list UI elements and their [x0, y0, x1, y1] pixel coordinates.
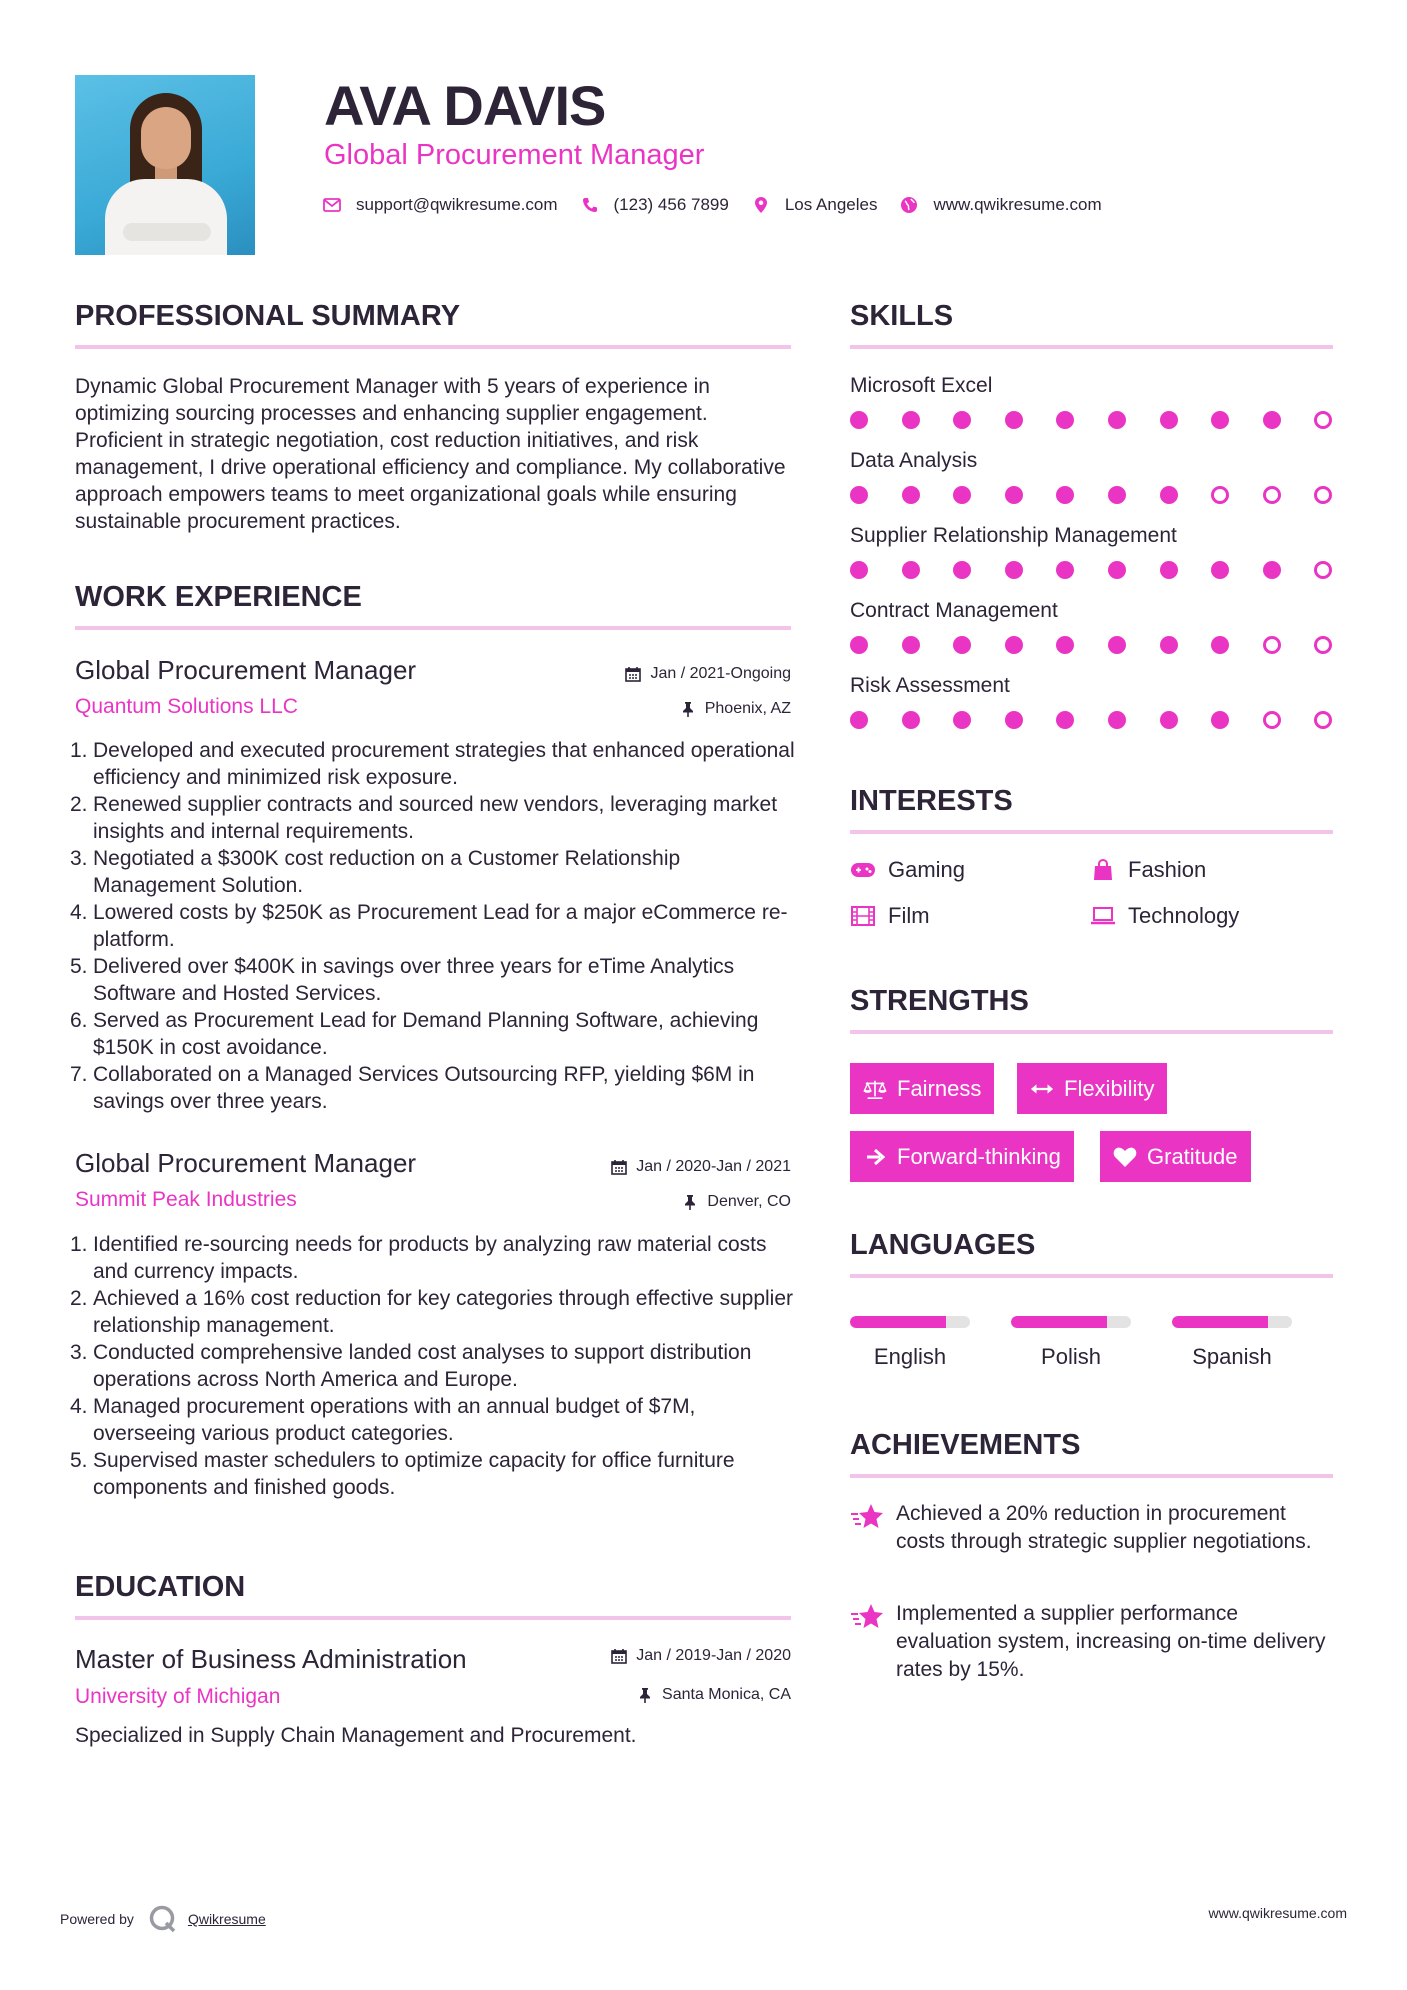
- globe-icon: [899, 195, 919, 215]
- calendar-icon: [624, 665, 642, 683]
- education-divider: [75, 1616, 791, 1620]
- interest-technology: [1090, 903, 1239, 929]
- language-item: [850, 1316, 970, 1370]
- strength-tag-gratitude: [1100, 1131, 1251, 1182]
- list-item: 5. Delivered over $400K in savings over three years for eTime Analytics Software and Hosted Services.: [70, 955, 735, 1005]
- job-location: [681, 1192, 791, 1212]
- map-pin-icon: [751, 195, 771, 215]
- education-heading: EDUCATION: [75, 1571, 246, 1603]
- education-dates-text: Jan / 2019-Jan / 2020: [636, 1647, 791, 1664]
- language-level-fill: [850, 1316, 946, 1328]
- skill-rating: [850, 561, 1332, 579]
- skill-name: Supplier Relationship Management: [850, 524, 1177, 547]
- rating-dot-filled: [1056, 636, 1074, 654]
- envelope-icon: [322, 195, 342, 215]
- rating-dot-filled: [953, 561, 971, 579]
- rating-dot-empty: [1314, 411, 1332, 429]
- achievement-item: [850, 1500, 1335, 1556]
- skills-divider: [850, 345, 1333, 349]
- list-item: 1. Identified re-sourcing needs for products by analyzing raw material costs and currency impacts.: [70, 1233, 767, 1283]
- footer-powered-by: [60, 1904, 266, 1934]
- rating-dot-filled: [1160, 561, 1178, 579]
- strength-label: Forward-thinking: [897, 1143, 1061, 1169]
- experience-heading: WORK EXPERIENCE: [75, 581, 362, 613]
- job-duties-list: [70, 737, 795, 1115]
- list-item: 6. Served as Procurement Lead for Demand Planning Software, achieving $150K in cost avoidance.: [70, 1009, 759, 1059]
- interest-label: Film: [888, 903, 930, 928]
- list-item: 5. Supervised master schedulers to optimize capacity for office furniture components and finished goods.: [70, 1449, 735, 1499]
- skill-rating: [850, 711, 1332, 729]
- list-item: 3. Conducted comprehensive landed cost analyses to support distribution operations across North America and Europe.: [70, 1341, 752, 1391]
- language-item: [1011, 1316, 1131, 1370]
- skill-rating: [850, 411, 1332, 429]
- rating-dot-filled: [850, 711, 868, 729]
- skills-heading: SKILLS: [850, 300, 954, 332]
- language-name: Polish: [1041, 1344, 1101, 1369]
- education-location: [636, 1685, 791, 1705]
- skill-name: Contract Management: [850, 599, 1058, 622]
- company-name: Summit Peak Industries: [75, 1188, 297, 1211]
- rating-dot-filled: [1108, 711, 1126, 729]
- languages-divider: [850, 1274, 1333, 1278]
- arrow-right-icon: [863, 1146, 887, 1168]
- pushpin-icon: [681, 1193, 699, 1211]
- shopping-bag-icon: [1090, 859, 1116, 881]
- summary-divider: [75, 345, 791, 349]
- phone-icon: [580, 195, 600, 215]
- profile-photo: [75, 75, 255, 255]
- rating-dot-filled: [902, 636, 920, 654]
- rating-dot-empty: [1211, 486, 1229, 504]
- rating-dot-filled: [1108, 561, 1126, 579]
- balance-scale-icon: [863, 1078, 887, 1100]
- rating-dot-filled: [1211, 636, 1229, 654]
- rating-dot-empty: [1314, 636, 1332, 654]
- rating-dot-filled: [1056, 711, 1074, 729]
- footer-url[interactable]: www.qwikresume.com: [1208, 1905, 1347, 1921]
- rating-dot-filled: [1056, 561, 1074, 579]
- calendar-icon: [610, 1647, 628, 1665]
- language-level-fill: [1172, 1316, 1268, 1328]
- qwikresume-link[interactable]: Qwikresume: [187, 1911, 266, 1927]
- interest-label: Technology: [1128, 903, 1240, 928]
- contact-email[interactable]: support@qwikresume.com: [356, 195, 558, 214]
- rating-dot-filled: [1056, 411, 1074, 429]
- contact-bar: [322, 192, 1124, 218]
- language-item: [1172, 1316, 1292, 1370]
- pushpin-icon: [636, 1686, 654, 1704]
- strength-tag-flexibility: [1017, 1063, 1167, 1114]
- job-dates-text: Jan / 2020-Jan / 2021: [636, 1158, 791, 1175]
- achievements-heading: ACHIEVEMENTS: [850, 1429, 1081, 1461]
- strength-label: Gratitude: [1147, 1143, 1238, 1169]
- company-name: Quantum Solutions LLC: [75, 695, 298, 718]
- language-name: English: [873, 1344, 947, 1369]
- rating-dot-filled: [902, 561, 920, 579]
- job-location-text: Denver, CO: [707, 1193, 791, 1210]
- interest-fashion: [1090, 857, 1206, 883]
- list-item: 2. Achieved a 16% cost reduction for key categories through effective supplier relationship management.: [70, 1287, 794, 1337]
- list-item: 4. Managed procurement operations with an annual budget of $7M, overseeing various product categories.: [70, 1395, 696, 1445]
- skill-name: Risk Assessment: [850, 674, 1010, 697]
- list-item: 7. Collaborated on a Managed Services Outsourcing RFP, yielding $6M in savings over three years.: [70, 1063, 755, 1113]
- rating-dot-filled: [850, 486, 868, 504]
- achievements-divider: [850, 1474, 1333, 1478]
- language-level-bar: [1011, 1316, 1131, 1328]
- rating-dot-filled: [953, 486, 971, 504]
- list-item: 2. Renewed supplier contracts and sourced new vendors, leveraging market insights and internal requirements.: [70, 793, 778, 843]
- experience-divider: [75, 626, 791, 630]
- achievement-text: Implemented a supplier performance evaluation system, increasing on-time delivery rates by 15%.: [896, 1602, 1326, 1681]
- rating-dot-filled: [850, 561, 868, 579]
- qwikresume-logo-icon: [148, 1904, 178, 1934]
- interest-label: Gaming: [888, 857, 966, 882]
- contact-phone[interactable]: (123) 456 7899: [613, 195, 729, 214]
- strength-tag-fairness: [850, 1063, 994, 1114]
- strength-label: Fairness: [897, 1075, 982, 1101]
- job-title: Global Procurement Manager: [75, 1148, 417, 1178]
- rating-dot-filled: [850, 411, 868, 429]
- candidate-name: AVA DAVIS: [324, 74, 606, 137]
- interests-divider: [850, 830, 1333, 834]
- rating-dot-empty: [1263, 711, 1281, 729]
- rating-dot-filled: [1005, 711, 1023, 729]
- rating-dot-filled: [1005, 561, 1023, 579]
- job-dates: [624, 664, 791, 684]
- rating-dot-filled: [1005, 636, 1023, 654]
- rating-dot-filled: [850, 636, 868, 654]
- rating-dot-filled: [1160, 411, 1178, 429]
- languages-heading: LANGUAGES: [850, 1229, 1036, 1261]
- achievement-item: [850, 1600, 1335, 1684]
- contact-location: Los Angeles: [784, 195, 878, 214]
- gamepad-icon: [850, 859, 876, 881]
- language-level-bar: [850, 1316, 970, 1328]
- job-location-text: Phoenix, AZ: [704, 700, 791, 717]
- language-level-bar: [1172, 1316, 1292, 1328]
- language-name: Spanish: [1192, 1344, 1272, 1369]
- summary-heading: PROFESSIONAL SUMMARY: [75, 300, 461, 332]
- school-name: University of Michigan: [75, 1685, 281, 1708]
- rating-dot-filled: [953, 411, 971, 429]
- rating-dot-filled: [1160, 486, 1178, 504]
- list-item: 4. Lowered costs by $250K as Procurement Lead for a major eCommerce re-platform.: [70, 901, 788, 951]
- star-icon: [850, 1602, 886, 1632]
- rating-dot-filled: [1211, 711, 1229, 729]
- job-title: Global Procurement Manager: [75, 655, 417, 685]
- education-dates: [610, 1646, 791, 1666]
- rating-dot-filled: [1108, 411, 1126, 429]
- strengths-heading: STRENGTHS: [850, 985, 1029, 1017]
- rating-dot-filled: [1160, 711, 1178, 729]
- interest-film: [850, 903, 930, 929]
- education-detail: Specialized in Supply Chain Management and Procurement.: [75, 1724, 637, 1747]
- rating-dot-filled: [953, 636, 971, 654]
- achievement-text: Achieved a 20% reduction in procurement costs through strategic supplier negotiations.: [896, 1502, 1312, 1553]
- job-dates: [610, 1157, 791, 1177]
- education-location-text: Santa Monica, CA: [662, 1686, 791, 1703]
- language-level-fill: [1011, 1316, 1107, 1328]
- laptop-icon: [1090, 905, 1116, 927]
- rating-dot-filled: [1005, 486, 1023, 504]
- strength-label: Flexibility: [1064, 1075, 1155, 1101]
- skill-name: Microsoft Excel: [850, 374, 993, 397]
- pushpin-icon: [679, 700, 697, 718]
- interest-gaming: [850, 857, 965, 883]
- rating-dot-filled: [1211, 411, 1229, 429]
- strengths-divider: [850, 1030, 1333, 1034]
- candidate-role: Global Procurement Manager: [324, 139, 705, 171]
- rating-dot-filled: [902, 411, 920, 429]
- rating-dot-filled: [1056, 486, 1074, 504]
- rating-dot-empty: [1314, 711, 1332, 729]
- rating-dot-empty: [1314, 561, 1332, 579]
- degree-title: Master of Business Administration: [75, 1644, 467, 1674]
- interests-heading: INTERESTS: [850, 785, 1013, 817]
- list-item: 1. Developed and executed procurement strategies that enhanced operational efficiency and minimized risk exposure.: [70, 739, 795, 789]
- rating-dot-filled: [1005, 411, 1023, 429]
- skill-rating: [850, 486, 1332, 504]
- rating-dot-filled: [902, 486, 920, 504]
- skill-name: Data Analysis: [850, 449, 978, 472]
- job-location: [679, 699, 791, 719]
- heart-icon: [1113, 1146, 1137, 1168]
- rating-dot-filled: [1211, 561, 1229, 579]
- rating-dot-filled: [902, 711, 920, 729]
- job-duties-list: [70, 1231, 795, 1501]
- rating-dot-empty: [1314, 486, 1332, 504]
- rating-dot-filled: [1160, 636, 1178, 654]
- rating-dot-filled: [1263, 561, 1281, 579]
- interest-label: Fashion: [1128, 857, 1207, 882]
- contact-website[interactable]: www.qwikresume.com: [933, 195, 1102, 214]
- rating-dot-filled: [953, 711, 971, 729]
- powered-by-label: Powered by: [60, 1911, 134, 1927]
- rating-dot-filled: [1108, 486, 1126, 504]
- star-icon: [850, 1502, 886, 1532]
- job-dates-text: Jan / 2021-Ongoing: [650, 665, 791, 682]
- rating-dot-empty: [1263, 486, 1281, 504]
- rating-dot-filled: [1263, 411, 1281, 429]
- skill-rating: [850, 636, 1332, 654]
- list-item: 3. Negotiated a $300K cost reduction on a Customer Relationship Management Solution.: [70, 847, 681, 897]
- rating-dot-filled: [1108, 636, 1126, 654]
- film-icon: [850, 905, 876, 927]
- calendar-icon: [610, 1158, 628, 1176]
- arrows-horizontal-icon: [1030, 1078, 1054, 1100]
- summary-text: Dynamic Global Procurement Manager with 5 years of experience in optimizing sourcing processes and enhancing supplier engagement. Proficient in strategic negotiation, cost reduction initiatives, and risk management, I drive operational efficiency and compliance. My collaborative approach empowers teams to meet organizational goals while ensuring sustainable procurement practices.: [75, 375, 786, 533]
- strength-tag-forward-thinking: [850, 1131, 1074, 1182]
- rating-dot-empty: [1263, 636, 1281, 654]
